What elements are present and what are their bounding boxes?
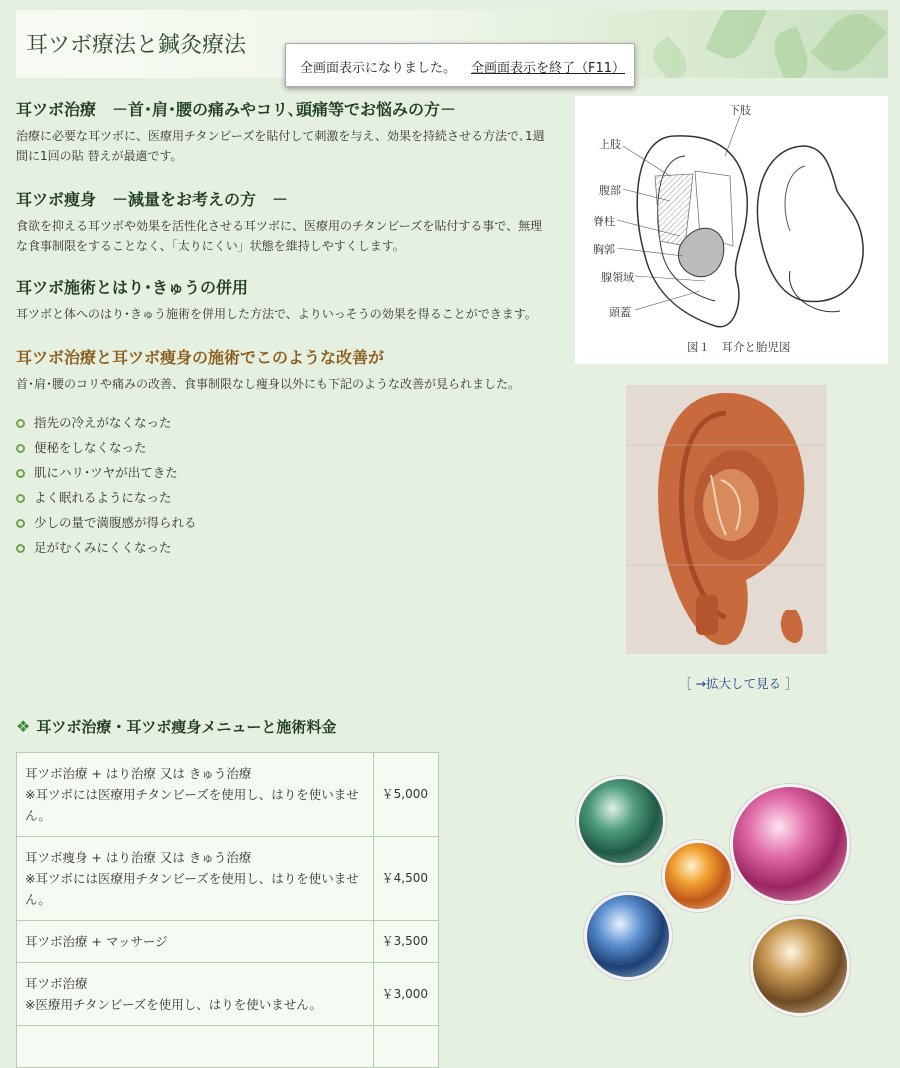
ear-chart-illustration [626, 385, 827, 654]
bullet-icon [16, 419, 25, 428]
ear-fetus-illustration [575, 96, 888, 364]
bead-cluster-blue [584, 892, 672, 980]
label-head: 頭蓋 [609, 306, 631, 319]
list-item: 肌にハリ･ツヤが出てきた [16, 463, 197, 488]
price-cell: ￥5,000 [373, 753, 438, 837]
table-row [17, 837, 439, 921]
price-cell [373, 1026, 438, 1068]
section-heading-ear-slimming: 耳ツボ痩身 －減量をお考えの方 － [16, 190, 289, 209]
label-upper-limb: 上肢 [599, 138, 621, 151]
list-item: 足がむくみにくくなった [16, 538, 197, 563]
ear-fetus-diagram [575, 96, 888, 364]
bead-cluster-pink [730, 784, 850, 904]
menu-item-cell: 耳ツボ治療 + マッサージ [17, 921, 374, 963]
enlarge-image-link[interactable]: →拡大して見る [695, 676, 781, 691]
bullet-icon [16, 469, 25, 478]
section-heading-ear-treatment: 耳ツボ治療 －首･肩･腰の痛みやコリ､頭痛等でお悩みの方－ [16, 100, 457, 119]
label-chest: 胸郭 [593, 243, 615, 256]
bullet-icon [16, 519, 25, 528]
list-item: よく眠れるようになった [16, 488, 197, 513]
menu-item-cell: 耳ツボ治療 + はり治療 又は きゅう治療 ※耳ツボには医療用チタンビーズを使用し、はりを使いません。 [17, 753, 374, 837]
price-table [16, 752, 439, 1068]
bullet-icon [16, 494, 25, 503]
fullscreen-notice [285, 43, 635, 87]
enlarge-link-wrap: ［ →拡大して見る ］ [679, 676, 798, 691]
section-heading-combined: 耳ツボ施術とはり･きゅうの併用 [16, 278, 249, 297]
label-lower-limb: 下肢 [729, 104, 751, 117]
list-item: 便秘をしなくなった [16, 438, 197, 463]
price-cell: ￥4,500 [373, 837, 438, 921]
menu-item-cell: 耳ツボ痩身 + はり治療 又は きゅう治療 ※耳ツボには医療用チタンビーズを使用し、はりを使いません。 [17, 837, 374, 921]
label-gland: 腺領域 [601, 271, 634, 284]
bead-cluster-orange [662, 840, 734, 912]
titanium-beads-image [570, 772, 890, 1002]
section-text-ear-treatment: 治療に必要な耳ツボに、医療用チタンビーズを貼付して刺激を与え、効果を持続させる方法で､1週間に1回の貼 替えが最適です。 [16, 129, 545, 163]
bullet-icon [16, 444, 25, 453]
page-title: 耳ツボ療法と鍼灸療法 [26, 33, 247, 58]
fullscreen-message: 全画面表示になりました。 [300, 61, 457, 76]
table-row [17, 963, 439, 1026]
leaf-decoration [646, 36, 693, 78]
price-cell: ￥3,500 [373, 921, 438, 963]
label-abdomen: 腹部 [599, 184, 621, 197]
bead-cluster-gold [750, 916, 850, 1016]
figure-caption: 図１ 耳介と胎児図 [687, 340, 791, 354]
leaf-decoration [768, 26, 813, 78]
list-item: 少しの量で満腹感が得られる [16, 513, 197, 538]
bullet-icon [16, 544, 25, 553]
improvement-list [16, 413, 197, 563]
price-cell: ￥3,000 [373, 963, 438, 1026]
label-spine: 脊柱 [593, 215, 615, 228]
table-row [17, 753, 439, 837]
leaf-decoration [810, 10, 886, 78]
table-row [17, 921, 439, 963]
bead-cluster-green [576, 776, 666, 866]
leaf-decoration [705, 10, 767, 66]
exit-fullscreen-link[interactable]: 全画面表示を終了（F11） [471, 61, 626, 76]
menu-heading [16, 716, 336, 737]
list-item: 指先の冷えがなくなった [16, 413, 197, 438]
section-text-improvements: 首･肩･腰のコリや痛みの改善、食事制限なし痩身以外にも下記のような改善が見られました。 [16, 377, 521, 391]
leaf-icon: ❖ [16, 717, 31, 736]
section-text-combined: 耳ツボと体へのはり･きゅう施術を併用した方法で、よりいっそうの効果を得ることができます。 [16, 307, 537, 321]
menu-item-cell: 耳ツボ治療 ※医療用チタンビーズを使用し、はりを使いません。 [17, 963, 374, 1026]
section-heading-improvements: 耳ツボ治療と耳ツボ痩身の施術でこのような改善が [16, 348, 385, 367]
menu-item-cell [17, 1026, 374, 1068]
ear-acupoint-chart-image [626, 385, 827, 654]
menu-title: 耳ツボ治療・耳ツボ痩身メニューと施術料金 [36, 718, 337, 736]
section-text-ear-slimming: 食欲を抑える耳ツボや効果を活性化させる耳ツボに、医療用のチタンビーズを貼付する事で、無理な食事制限をすることなく、「太りにくい」状態を維持しやすくします。 [16, 219, 543, 253]
table-row [17, 1026, 439, 1068]
